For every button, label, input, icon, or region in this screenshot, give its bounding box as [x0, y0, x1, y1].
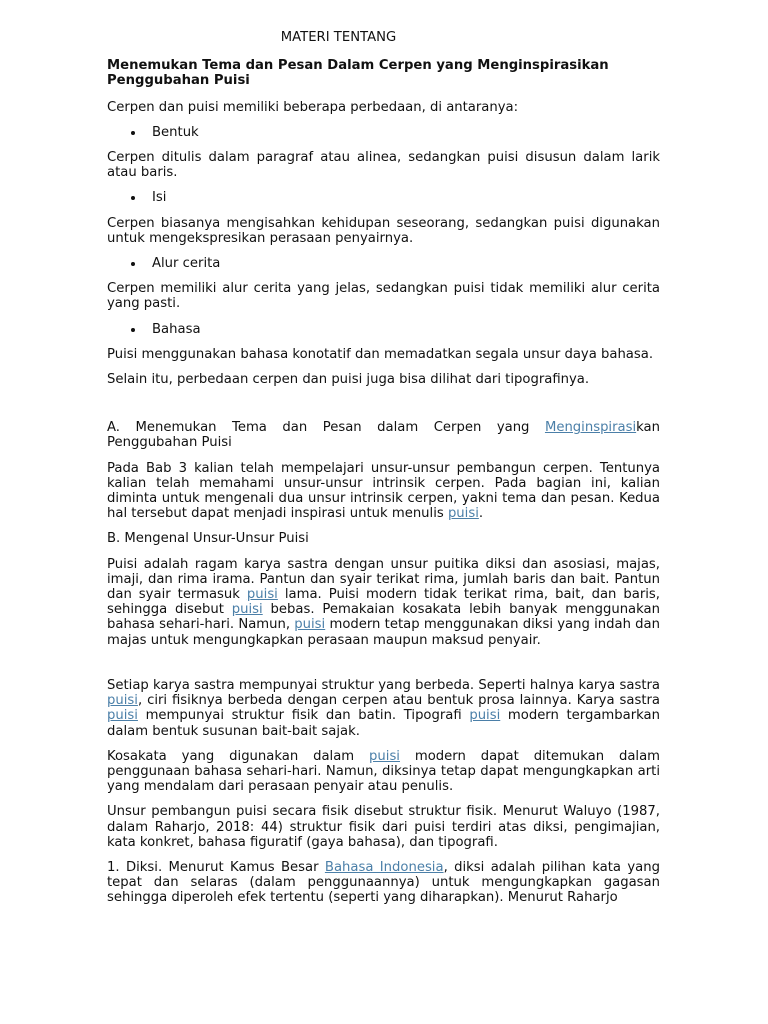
difference-paragraph-bentuk: Cerpen ditulis dalam paragraf atau alinea, sedangkan puisi disusun dalam larik atau baris. — [107, 150, 660, 181]
document-body — [107, 24, 660, 916]
paragraph-b-text: bebas. Pemakaian kosakata lebih banyak menggunakan bahasa sehari-hari. Namun, — [107, 602, 660, 633]
paragraph-c-text: modern tergambarkan dalam bentuk susunan bait-bait sajak. — [107, 708, 660, 739]
paragraph-b-text: lama. Puisi modern tidak terikat rima, bait, dan baris, sehingga disebut — [107, 587, 660, 618]
paragraph-b-text: Puisi adalah ragam karya sastra dengan unsur puitika diksi dan asosiasi, majas, imaji, dan rima irama. Pantun dan syair terikat rima, jumlah baris dan bait. Pantun dan syair termasuk — [107, 556, 660, 603]
paragraph-b-text: modern tetap menggunakan diksi yang indah dan majas untuk mengungkapkan perasaan maupun maksud penyair. — [107, 617, 660, 648]
puisi-link[interactable]: puisi — [246, 587, 278, 603]
puisi-link[interactable]: puisi — [369, 748, 400, 764]
difference-paragraph-bahasa: Puisi menggunakan bahasa konotatif dan memadatkan segala unsur daya bahasa. — [107, 346, 654, 362]
puisi-link[interactable]: puisi — [107, 708, 138, 724]
difference-paragraph-isi: Cerpen biasanya mengisahkan kehidupan seseorang, sedangkan puisi digunakan untuk mengekspresikan perasaan penyairnya. — [107, 215, 660, 246]
paragraph-f — [107, 860, 660, 906]
paragraph-a — [107, 461, 660, 522]
paragraph-a-text: Pada Bab 3 kalian telah mempelajari unsur-unsur pembangun cerpen. Tentunya kalian telah memahami unsur-unsur intrinsik cerpen. Pada bagian ini, kalian diminta untuk mengenali dua unsur intrinsik cerpen, yakni tema dan pesan. Kedua hal tersebut dapat menjadi inspirasi untuk menulis — [107, 460, 660, 522]
paragraph-f-text: , diksi adalah pilihan kata yang tepat dan selaras (dalam penggunaannya) untuk mengungkapkan gagasan sehingga diperoleh efek tertentu (seperti yang diharapkan). Menurut Raharjo — [107, 859, 660, 906]
puisi-link[interactable]: puisi — [294, 617, 326, 633]
paragraph-e: Unsur pembangun puisi secara fisik disebut struktur fisik. Menurut Waluyo (1987, dalam Raharjo, 2018: 44) struktur fisik dari puisi terdiri atas diksi, pengimajian, kata konkret, bahasa figuratif (gaya bahasa), dan tipografi. — [107, 804, 660, 850]
paragraph-c-text: , ciri fisiknya berbeda dengan cerpen atau bentuk prosa lainnya. Karya sastra — [137, 693, 660, 709]
puisi-link[interactable]: puisi — [469, 708, 501, 724]
menginspirasi-link[interactable]: Menginspirasi — [544, 420, 637, 436]
puisi-link[interactable]: puisi — [447, 506, 479, 522]
paragraph-b — [107, 557, 660, 648]
puisi-link[interactable]: puisi — [231, 602, 263, 618]
spacer — [107, 658, 660, 678]
paragraph-c-text: Setiap karya sastra mempunyai struktur yang berbeda. Seperti halnya karya sastra — [107, 677, 660, 693]
paragraph-a-end: . — [478, 506, 484, 522]
bullet-item-bentuk: Bentuk — [107, 125, 660, 140]
spacer — [107, 397, 660, 420]
section-a-heading — [107, 420, 660, 450]
intro-paragraph: Cerpen dan puisi memiliki beberapa perbedaan, di antaranya: — [107, 99, 519, 115]
bullet-item-alur-cerita: Alur cerita — [107, 256, 660, 271]
paragraph-f-text: 1. Diksi. Menurut Kamus Besar — [107, 859, 325, 875]
paragraph-c-text: mempunyai struktur fisik dan batin. Tipografi — [137, 708, 470, 724]
document-heading: Menemukan Tema dan Pesan Dalam Cerpen yang Menginspirasikan Penggubahan Puisi — [107, 58, 609, 89]
section-a-text-end: kan Penggubahan Puisi — [107, 420, 660, 451]
paragraph-d-text: Kosakata yang digunakan dalam — [107, 748, 370, 764]
paragraph-c — [107, 678, 660, 739]
bullet-item-bahasa: Bahasa — [107, 322, 660, 337]
paragraph-d-text: modern dapat ditemukan dalam penggunaan bahasa sehari-hari. Namun, diksinya tetap dapat mengungkapkan arti yang mendalam dari perasaan penyair atau penulis. — [107, 748, 660, 795]
page-title: MATERI TENTANG — [280, 30, 397, 45]
paragraph-d — [107, 749, 660, 795]
section-b-heading: B. Mengenal Unsur-Unsur Puisi — [107, 531, 309, 547]
section-a-text: A. Menemukan Tema dan Pesan dalam Cerpen yang — [107, 420, 545, 436]
bullet-item-isi: Isi — [107, 190, 660, 205]
bahasa-indonesia-link[interactable]: Bahasa Indonesia — [324, 859, 444, 875]
closing-paragraph: Selain itu, perbedaan cerpen dan puisi juga bisa dilihat dari tipografinya. — [107, 372, 590, 388]
puisi-link[interactable]: puisi — [107, 693, 138, 709]
difference-paragraph-alur-cerita: Cerpen memiliki alur cerita yang jelas, sedangkan puisi tidak memiliki alur cerita yang pasti. — [107, 281, 660, 312]
